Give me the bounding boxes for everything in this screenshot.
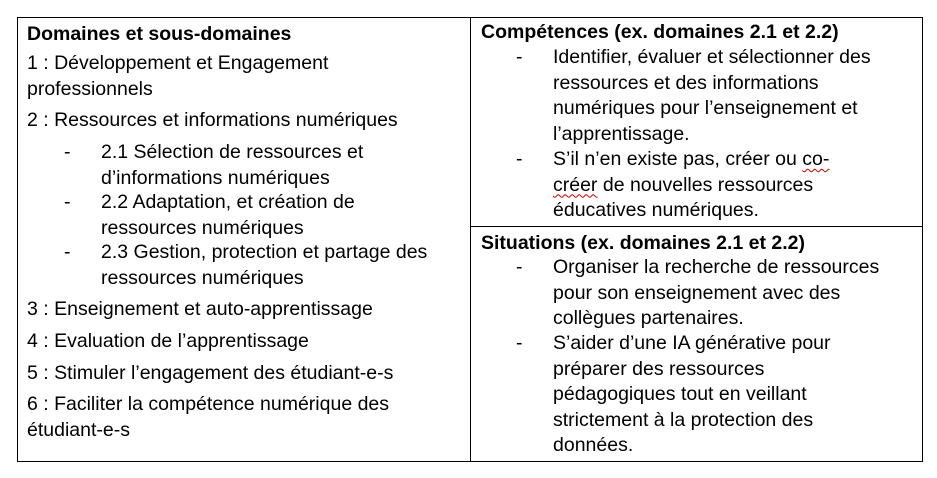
competences-cell <box>471 18 922 227</box>
situation-item-2: S’aider d’une IA générative pour préparer des ressources pédagogiques tout en veillant strictement à la protection des données. <box>553 332 831 456</box>
right-column <box>471 18 922 461</box>
competences-heading: Compétences (ex. domaines 2.1 et 2.2) <box>481 21 839 43</box>
domain-item-6: 6 : Faciliter la compétence numérique des étudiant-e-s <box>27 393 390 441</box>
competence-bullet-1: - <box>516 46 523 68</box>
competency-table <box>17 17 923 462</box>
domains-cell <box>18 18 471 461</box>
subdomain-bullet-2-1: - <box>64 141 71 163</box>
domain-item-4: 4 : Evaluation de l’apprentissage <box>27 330 309 352</box>
domains-heading: Domaines et sous-domaines <box>27 23 292 45</box>
situations-heading: Situations (ex. domaines 2.1 et 2.2) <box>481 232 806 254</box>
competence-bullet-2: - <box>516 148 523 170</box>
subdomain-bullet-2-3: - <box>64 241 71 263</box>
domain-item-3: 3 : Enseignement et auto-apprentissage <box>27 298 373 320</box>
competence-item-2 <box>553 147 873 224</box>
domain-item-1: 1 : Développement et Engagement professionnels <box>27 52 329 100</box>
competence-item-1: Identifier, évaluer et sélectionner des ressources et des informations numériques pour l’enseignement et l’apprentissage. <box>553 46 871 145</box>
domain-item-2: 2 : Ressources et informations numériques <box>27 109 398 131</box>
subdomain-item-2-1: 2.1 Sélection de ressources et d’informations numériques <box>101 141 364 189</box>
situation-bullet-1: - <box>516 256 523 278</box>
situations-cell <box>471 227 922 461</box>
situation-item-1: Organiser la recherche de ressources pour son enseignement avec des collègues partenaires. <box>553 256 880 329</box>
domain-item-5: 5 : Stimuler l’engagement des étudiant-e-s <box>27 362 394 384</box>
competence-item-2-part1: S’il n’en existe pas, créer ou <box>553 148 803 170</box>
subdomain-item-2-2: 2.2 Adaptation, et création de ressources numériques <box>101 191 355 239</box>
spelling-flag-cocreer: co-créer <box>553 148 830 196</box>
subdomain-item-2-3: 2.3 Gestion, protection et partage des ressources numériques <box>101 241 428 289</box>
subdomain-bullet-2-2: - <box>64 191 71 213</box>
situation-bullet-2: - <box>516 332 523 354</box>
competence-item-2-part2: de nouvelles ressources éducatives numériques. <box>553 173 814 221</box>
